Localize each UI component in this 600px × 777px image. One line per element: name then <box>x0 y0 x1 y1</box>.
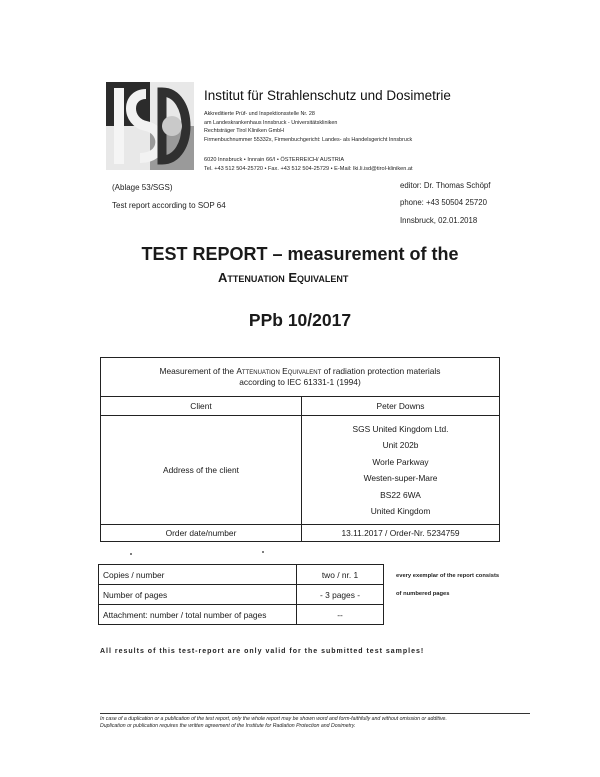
isd-logo <box>106 82 194 170</box>
sop-reference: Test report according to SOP 64 <box>112 201 226 210</box>
footer-line: Duplication or publication requires the written agreement of the Institute for Radiation Protection and Dosimetry. <box>100 723 356 729</box>
address-label: Address of the client <box>101 416 302 525</box>
address-line: BS22 6WA <box>380 489 421 500</box>
attachment-label: Attachment: number / total number of pages <box>99 605 297 625</box>
attachment-value: -- <box>297 605 384 625</box>
numbered-pages-note: of numbered pages <box>396 591 450 597</box>
editor: editor: Dr. Thomas Schöpf <box>400 181 491 190</box>
report-id: PPb 10/2017 <box>248 310 352 330</box>
address-line: United Kingdom <box>370 506 431 516</box>
address-line: Westen-super-Mare <box>363 473 438 483</box>
order-row <box>101 525 500 542</box>
institute-name: Institut für Strahlenschutz und Dosimetrie <box>204 88 451 103</box>
pages-value: - 3 pages - <box>297 585 384 605</box>
table-row <box>99 605 384 625</box>
scan-dot <box>130 553 132 555</box>
phone: phone: +43 50504 25720 <box>400 198 487 207</box>
footer-line: In case of a duplication or a publication of the test report, only the whole report may be shown word and form-faithfully and without omission or additive. <box>100 716 447 722</box>
ablage-reference: (Ablage 53/SGS) <box>112 183 173 192</box>
validity-note: All results of this test-report are only valid for the submitted test samples! <box>100 648 425 655</box>
measurement-row <box>101 358 500 397</box>
place-date: Innsbruck, 02.01.2018 <box>400 216 478 225</box>
copies-table <box>98 564 384 625</box>
copies-label: Copies / number <box>99 565 297 585</box>
report-subtitle: Attenuation Equivalent <box>218 270 349 285</box>
copies-value: two / nr. 1 <box>297 565 384 585</box>
accreditation-line: am Landeskrankenhaus Innsbruck - Universitätskliniken <box>204 119 338 126</box>
accreditation-block <box>204 110 412 144</box>
institute-contact: Tel. +43 512 504-25720 • Fax. +43 512 504-25729 • E-Mail: lki.li.isd@tirol-kliniken.at <box>204 165 413 172</box>
address-row <box>101 416 500 525</box>
institute-address: 6020 Innsbruck • Innrain 66/I • ÖSTERREICH/ AUSTRIA <box>204 157 345 163</box>
institute-address-block <box>204 156 413 173</box>
address-line: Worle Parkway <box>372 456 429 467</box>
measurement-text-sc: Attenuation Equivalent <box>236 366 322 376</box>
accreditation-line: Rechtsträger Tirol Kliniken GmbH <box>204 128 284 135</box>
order-label: Order date/number <box>101 525 302 542</box>
client-row <box>101 397 500 416</box>
measurement-description <box>101 358 500 397</box>
address-line: Unit 202b <box>382 440 419 450</box>
report-title: TEST REPORT – measurement of the <box>141 244 459 264</box>
client-label: Client <box>101 397 302 416</box>
measurement-text-pre: Measurement of the <box>159 366 237 376</box>
measurement-standard: according to IEC 61331-1 (1994) <box>239 377 361 387</box>
accreditation-line: Firmenbuchnummer 55332x, Firmenbuchgericht: Landes- als Handelsgericht Innsbruck <box>204 136 413 143</box>
client-value: Peter Downs <box>302 397 500 416</box>
measurement-text-post: of radiation protection materials <box>321 366 441 376</box>
exemplar-note: every exemplar of the report consists <box>396 573 500 579</box>
footer-disclaimer <box>100 716 540 730</box>
scan-dot <box>262 551 264 553</box>
table-row <box>99 585 384 605</box>
report-info-table <box>100 357 500 542</box>
footer-divider <box>100 713 530 714</box>
table-row <box>99 565 384 585</box>
accreditation-line: Akkreditierte Prüf- und Inspektionsstelle Nr. 28 <box>204 111 315 117</box>
order-value: 13.11.2017 / Order-Nr. 5234759 <box>302 525 500 542</box>
pages-label: Number of pages <box>99 585 297 605</box>
address-line: SGS United Kingdom Ltd. <box>352 423 449 434</box>
address-value <box>302 416 500 525</box>
